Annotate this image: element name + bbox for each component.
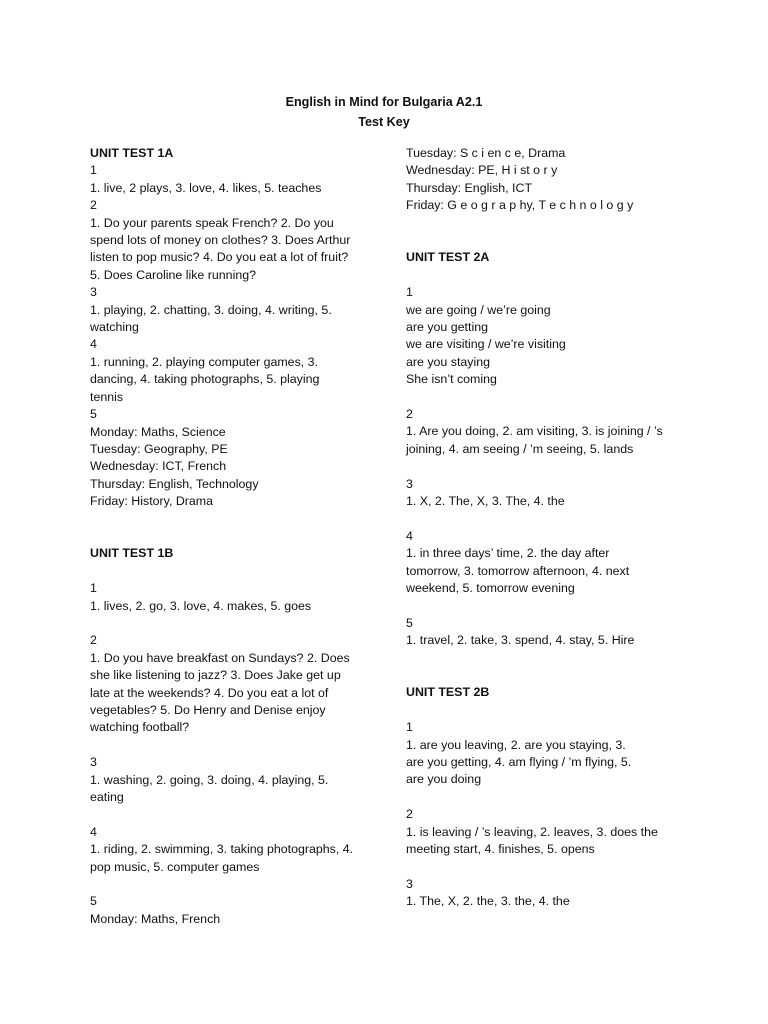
answer-line: Wednesday: PE, H i st o r y: [406, 163, 558, 178]
answer-line: 1. Do you have breakfast on Sundays? 2. Does: [90, 650, 350, 665]
answer-line: 2: [406, 807, 413, 822]
answer-line: are you doing: [406, 772, 482, 787]
answer-line: tomorrow, 3. tomorrow afternoon, 4. next: [406, 563, 630, 578]
spacer: [90, 563, 370, 580]
spacer: [406, 510, 691, 527]
answer-line: spend lots of money on clothes? 3. Does Arthur: [90, 233, 351, 248]
answer-line: 5: [90, 894, 97, 909]
answer-line: we are going / we’re going: [406, 302, 551, 317]
answer-line: 2: [406, 407, 413, 422]
answer-line: 3: [90, 285, 97, 300]
answer-line: 1. washing, 2. going, 3. doing, 4. playing, 5.: [90, 772, 329, 787]
section-heading: UNIT TEST 1A: [90, 146, 174, 160]
answer-line: 2: [90, 198, 97, 213]
spacer: [406, 789, 691, 806]
answer-line: watching football?: [90, 720, 190, 735]
answer-line: 2: [90, 633, 97, 648]
answer-line: 1: [90, 581, 97, 596]
answer-line: Tuesday: S c i en c e, Drama: [406, 146, 566, 160]
answer-line: 3: [90, 755, 97, 770]
spacer: [90, 528, 370, 545]
spacer: [90, 737, 370, 754]
answer-line: are you getting: [406, 320, 488, 335]
spacer: [406, 702, 691, 719]
spacer: [406, 232, 691, 249]
answer-line: Tuesday: Geography, PE: [90, 441, 228, 456]
answer-line: Monday: Maths, Science: [90, 424, 226, 439]
answer-line: 1. riding, 2. swimming, 3. taking photographs, 4.: [90, 842, 354, 857]
answer-line: Thursday: English, Technology: [90, 476, 259, 491]
answer-line: She isn’t coming: [406, 372, 497, 387]
answer-line: we are visiting / we’re visiting: [406, 337, 566, 352]
answer-line: 4: [90, 824, 97, 839]
answer-line: weekend, 5. tomorrow evening: [406, 581, 575, 596]
answer-line: Thursday: English, ICT: [406, 180, 533, 195]
answer-line: 1. playing, 2. chatting, 3. doing, 4. writing, 5.: [90, 302, 332, 317]
answer-line: meeting start, 4. finishes, 5. opens: [406, 842, 595, 857]
answer-line: 5. Does Caroline like running?: [90, 267, 256, 282]
answer-line: late at the weekends? 4. Do you eat a lot of: [90, 685, 329, 700]
spacer: [406, 597, 691, 614]
spacer: [90, 615, 370, 632]
answer-line: 1. travel, 2. take, 3. spend, 4. stay, 5. Hire: [406, 633, 635, 648]
answer-line: listen to pop music? 4. Do you eat a lot of fruit?: [90, 250, 349, 265]
spacer: [406, 650, 691, 667]
spacer: [406, 267, 691, 284]
answer-line: Monday: Maths, French: [90, 911, 221, 926]
answer-line: 3: [406, 876, 413, 891]
answer-line: 1. are you leaving, 2. are you staying, 3.: [406, 737, 626, 752]
answer-line: eating: [90, 789, 124, 804]
answer-line: Friday: History, Drama: [90, 494, 214, 509]
right-column: [406, 145, 691, 911]
answer-line: 1. in three days’ time, 2. the day after: [406, 546, 610, 561]
answer-line: 1: [406, 720, 413, 735]
answer-line: 1: [90, 163, 97, 178]
answer-line: 1. Are you doing, 2. am visiting, 3. is joining / ’s: [406, 424, 663, 439]
page-header: [0, 92, 768, 132]
answer-line: 5: [90, 407, 97, 422]
spacer: [406, 389, 691, 406]
answer-line: pop music, 5. computer games: [90, 859, 260, 874]
answer-line: 1. The, X, 2. the, 3. the, 4. the: [406, 894, 570, 909]
answer-line: 1. Do your parents speak French? 2. Do you: [90, 215, 334, 230]
spacer: [90, 876, 370, 893]
spacer: [90, 806, 370, 823]
answer-line: 4: [406, 528, 413, 543]
answer-line: 3: [406, 476, 413, 491]
answer-line: 5: [406, 615, 413, 630]
section-heading: UNIT TEST 2B: [406, 685, 490, 700]
answer-line: 1: [406, 285, 413, 300]
spacer: [406, 458, 691, 475]
answer-line: 1. X, 2. The, X, 3. The, 4. the: [406, 494, 565, 509]
spacer: [406, 215, 691, 232]
answer-line: 1. running, 2. playing computer games, 3.: [90, 354, 318, 369]
answer-line: joining, 4. am seeing / ’m seeing, 5. lands: [406, 441, 634, 456]
answer-line: vegetables? 5. Do Henry and Denise enjoy: [90, 702, 326, 717]
spacer: [406, 858, 691, 875]
spacer: [90, 511, 370, 528]
answer-line: 1. lives, 2. go, 3. love, 4. makes, 5. goes: [90, 598, 312, 613]
answer-line: 1. live, 2 plays, 3. love, 4. likes, 5. teaches: [90, 180, 322, 195]
section-heading: UNIT TEST 1B: [90, 546, 174, 561]
left-column: [90, 145, 370, 928]
answer-line: watching: [90, 320, 139, 335]
answer-line: 4: [90, 337, 97, 352]
answer-line: are you getting, 4. am flying / ’m flying, 5.: [406, 755, 632, 770]
answer-line: Wednesday: ICT, French: [90, 459, 227, 474]
answer-line: she like listening to jazz? 3. Does Jake get up: [90, 668, 341, 683]
answer-line: 1. is leaving / ’s leaving, 2. leaves, 3. does the: [406, 824, 658, 839]
section-heading: UNIT TEST 2A: [406, 250, 490, 265]
answer-line: are you staying: [406, 354, 491, 369]
answer-line: Friday: G e o g r a p hy, T e c h n o l o g y: [406, 198, 634, 213]
document-subtitle: Test Key: [358, 115, 410, 129]
answer-line: dancing, 4. taking photographs, 5. playing: [90, 372, 320, 387]
answer-line: tennis: [90, 389, 124, 404]
spacer: [406, 667, 691, 684]
document-title: English in Mind for Bulgaria A2.1: [285, 95, 483, 109]
